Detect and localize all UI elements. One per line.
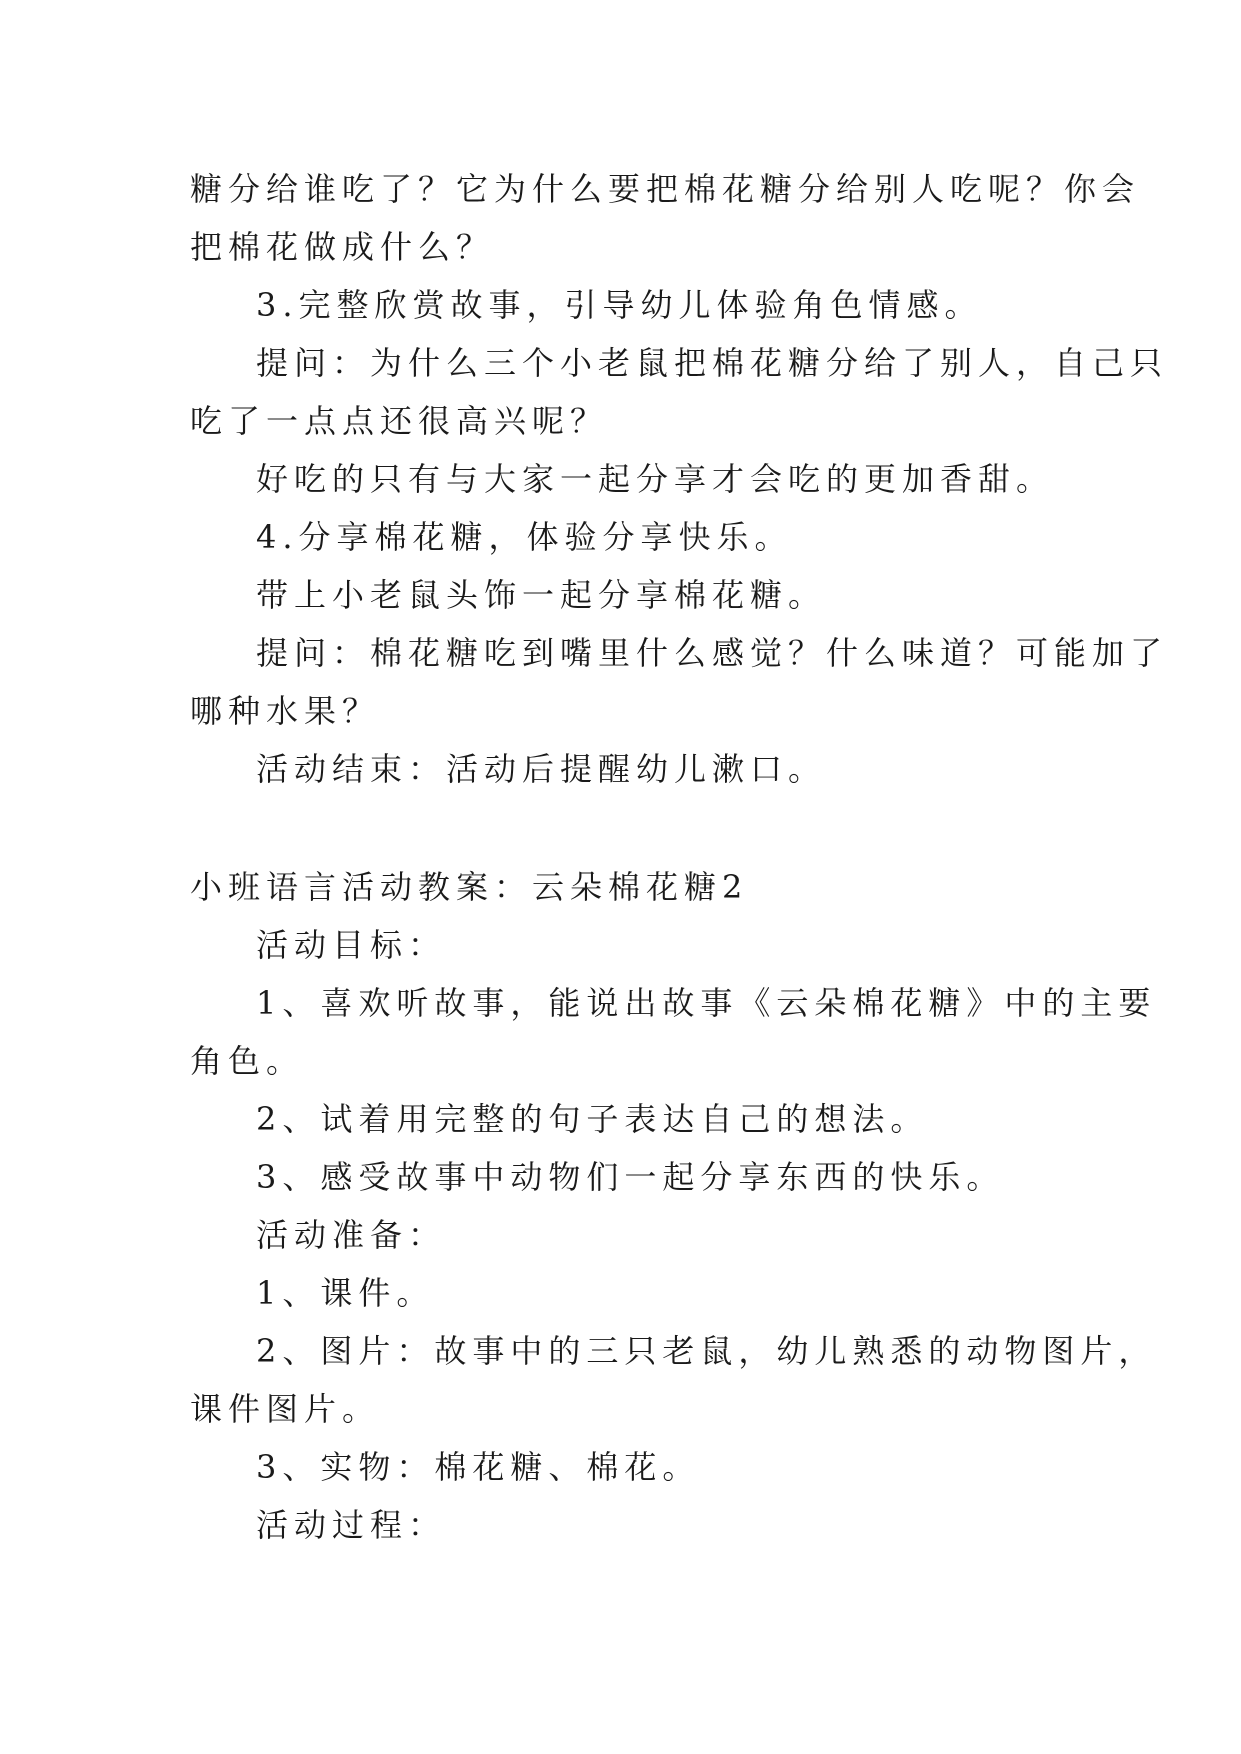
paragraph-line: 糖分给谁吃了？它为什么要把棉花糖分给别人吃呢？你会 [190,170,1141,208]
paragraph-line: 4.分享棉花糖，体验分享快乐。 [256,518,793,556]
paragraph-line: 活动结束：活动后提醒幼儿漱口。 [256,750,827,788]
paragraph-line: 2、试着用完整的句子表达自己的想法。 [256,1100,929,1138]
paragraph-line: 提问：棉花糖吃到嘴里什么感觉？什么味道？可能加了 [256,634,1169,672]
paragraph-line: 把棉花做成什么？ [190,228,495,266]
paragraph-line: 提问：为什么三个小老鼠把棉花糖分给了别人，自己只 [256,344,1169,382]
section-gap [190,798,1050,858]
paragraph-line: 活动过程： [256,1506,447,1544]
paragraph-line: 3、感受故事中动物们一起分享东西的快乐。 [256,1158,1005,1196]
paragraph-line: 2、图片：故事中的三只老鼠，幼儿熟悉的动物图片， [256,1332,1157,1370]
paragraph-line: 哪种水果？ [190,692,381,730]
paragraph-line: 角色。 [190,1042,305,1080]
paragraph-line: 3、实物：棉花糖、棉花。 [256,1448,701,1486]
document-body [190,160,1169,1554]
paragraph-line: 课件图片。 [190,1390,381,1428]
paragraph-line: 好吃的只有与大家一起分享才会吃的更加香甜。 [256,460,1055,498]
paragraph-line: 3.完整欣赏故事，引导幼儿体验角色情感。 [256,286,983,324]
paragraph-line: 活动准备： [256,1216,447,1254]
paragraph-line: 1、课件。 [256,1274,435,1312]
paragraph-line: 活动目标： [256,926,447,964]
paragraph-line: 1、喜欢听故事，能说出故事《云朵棉花糖》中的主要 [256,984,1157,1022]
section-title: 小班语言活动教案：云朵棉花糖2 [190,868,749,906]
paragraph-line: 吃了一点点还很高兴呢？ [190,402,609,440]
paragraph-line: 带上小老鼠头饰一起分享棉花糖。 [256,576,827,614]
